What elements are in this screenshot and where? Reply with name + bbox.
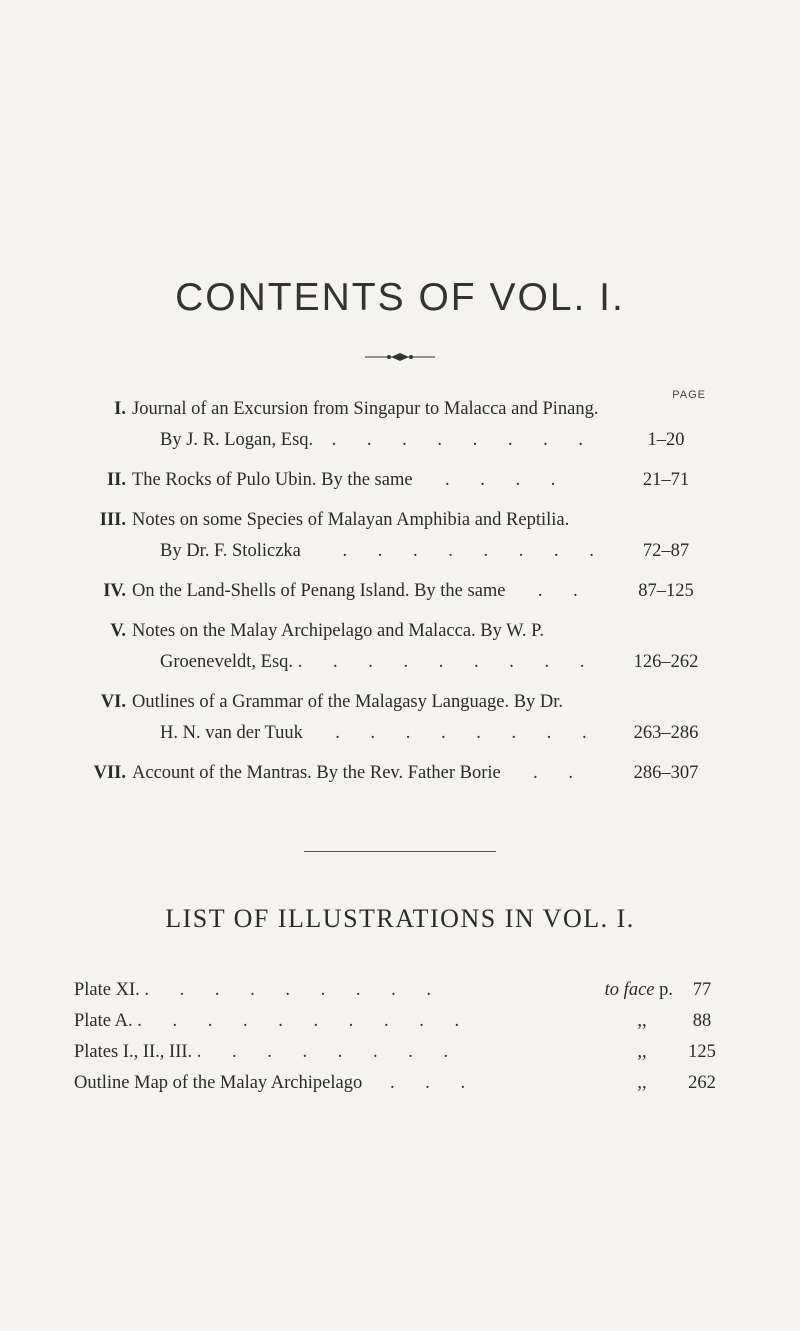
- entry-author: H. N. van der Tuuk: [160, 723, 303, 743]
- illustration-label: Plate XI.: [74, 980, 140, 1000]
- entry-title: Journal of an Excursion from Singapur to Malacca and Pinang.: [132, 399, 599, 419]
- entry-number: VII.: [93, 763, 126, 783]
- illustration-page: 262: [688, 1073, 716, 1093]
- illustration-label: Plate A.: [74, 1011, 133, 1031]
- ditto-mark: ,,: [637, 1042, 647, 1062]
- divider-ornament-icon: [355, 352, 445, 362]
- entry-author: Groeneveldt, Esq.: [160, 652, 294, 672]
- leader-dots: . .: [533, 763, 586, 783]
- entry-title: Outlines of a Grammar of the Malagasy Language. By Dr.: [132, 692, 564, 712]
- illustration-page: 125: [688, 1042, 716, 1062]
- entry-pages: 21–71: [642, 470, 690, 490]
- entry-title: Account of the Mantras. By the Rev. Father Borie: [132, 763, 501, 783]
- ditto-mark: ,,: [637, 1073, 647, 1093]
- entry-number: III.: [99, 510, 126, 530]
- page-column-header: PAGE: [672, 389, 706, 401]
- entry-pages: 1–20: [647, 430, 685, 450]
- leader-dots: . . . . . . . .: [335, 723, 600, 743]
- leader-dots: . . .: [389, 1073, 479, 1093]
- entry-title: Notes on the Malay Archipelago and Malacca. By W. P.: [132, 621, 545, 641]
- entry-pages: 126–262: [633, 652, 699, 672]
- leader-dots: . . . . . . . .: [331, 430, 597, 450]
- entry-number: VI.: [100, 692, 126, 712]
- page-title: CONTENTS OF VOL. I.: [175, 276, 625, 319]
- entry-pages: 263–286: [633, 723, 699, 743]
- leader-dots: . .: [537, 581, 591, 601]
- entry-title: The Rocks of Pulo Ubin. By the same: [132, 470, 413, 490]
- entry-number: IV.: [103, 581, 126, 601]
- illustration-label: Plates I., II., III.: [74, 1042, 193, 1062]
- leader-dots: . . . . . . . . .: [144, 980, 445, 1000]
- entry-number: V.: [110, 621, 126, 641]
- ditto-mark: ,,: [637, 1011, 647, 1031]
- entry-title: On the Land-Shells of Penang Island. By the same: [132, 581, 506, 601]
- leader-dots: . . . . . . . . .: [297, 652, 598, 672]
- entry-pages: 72–87: [642, 541, 690, 561]
- leader-dots: . . . . . . . .: [196, 1042, 462, 1062]
- leader-dots: . . . . . . . .: [342, 541, 607, 561]
- entry-pages: 87–125: [638, 581, 694, 601]
- section-divider: [304, 851, 496, 852]
- illustration-page: 88: [692, 1011, 712, 1031]
- illustration-page: 77: [692, 980, 712, 1000]
- leader-dots: . . . . . . . . . .: [137, 1011, 473, 1031]
- entry-pages: 286–307: [633, 763, 699, 783]
- entry-number: II.: [106, 470, 126, 490]
- illustration-ref: to face p.: [604, 980, 673, 1000]
- illustrations-heading: LIST OF ILLUSTRATIONS IN VOL. I.: [165, 904, 635, 933]
- entry-number: I.: [114, 399, 126, 419]
- leader-dots: . . . .: [444, 470, 569, 490]
- illustration-label: Outline Map of the Malay Archipelago: [74, 1073, 363, 1093]
- entry-title: Notes on some Species of Malayan Amphibia and Reptilia.: [132, 510, 570, 530]
- entry-author: By Dr. F. Stoliczka: [160, 541, 301, 561]
- entry-author: By J. R. Logan, Esq.: [160, 430, 314, 450]
